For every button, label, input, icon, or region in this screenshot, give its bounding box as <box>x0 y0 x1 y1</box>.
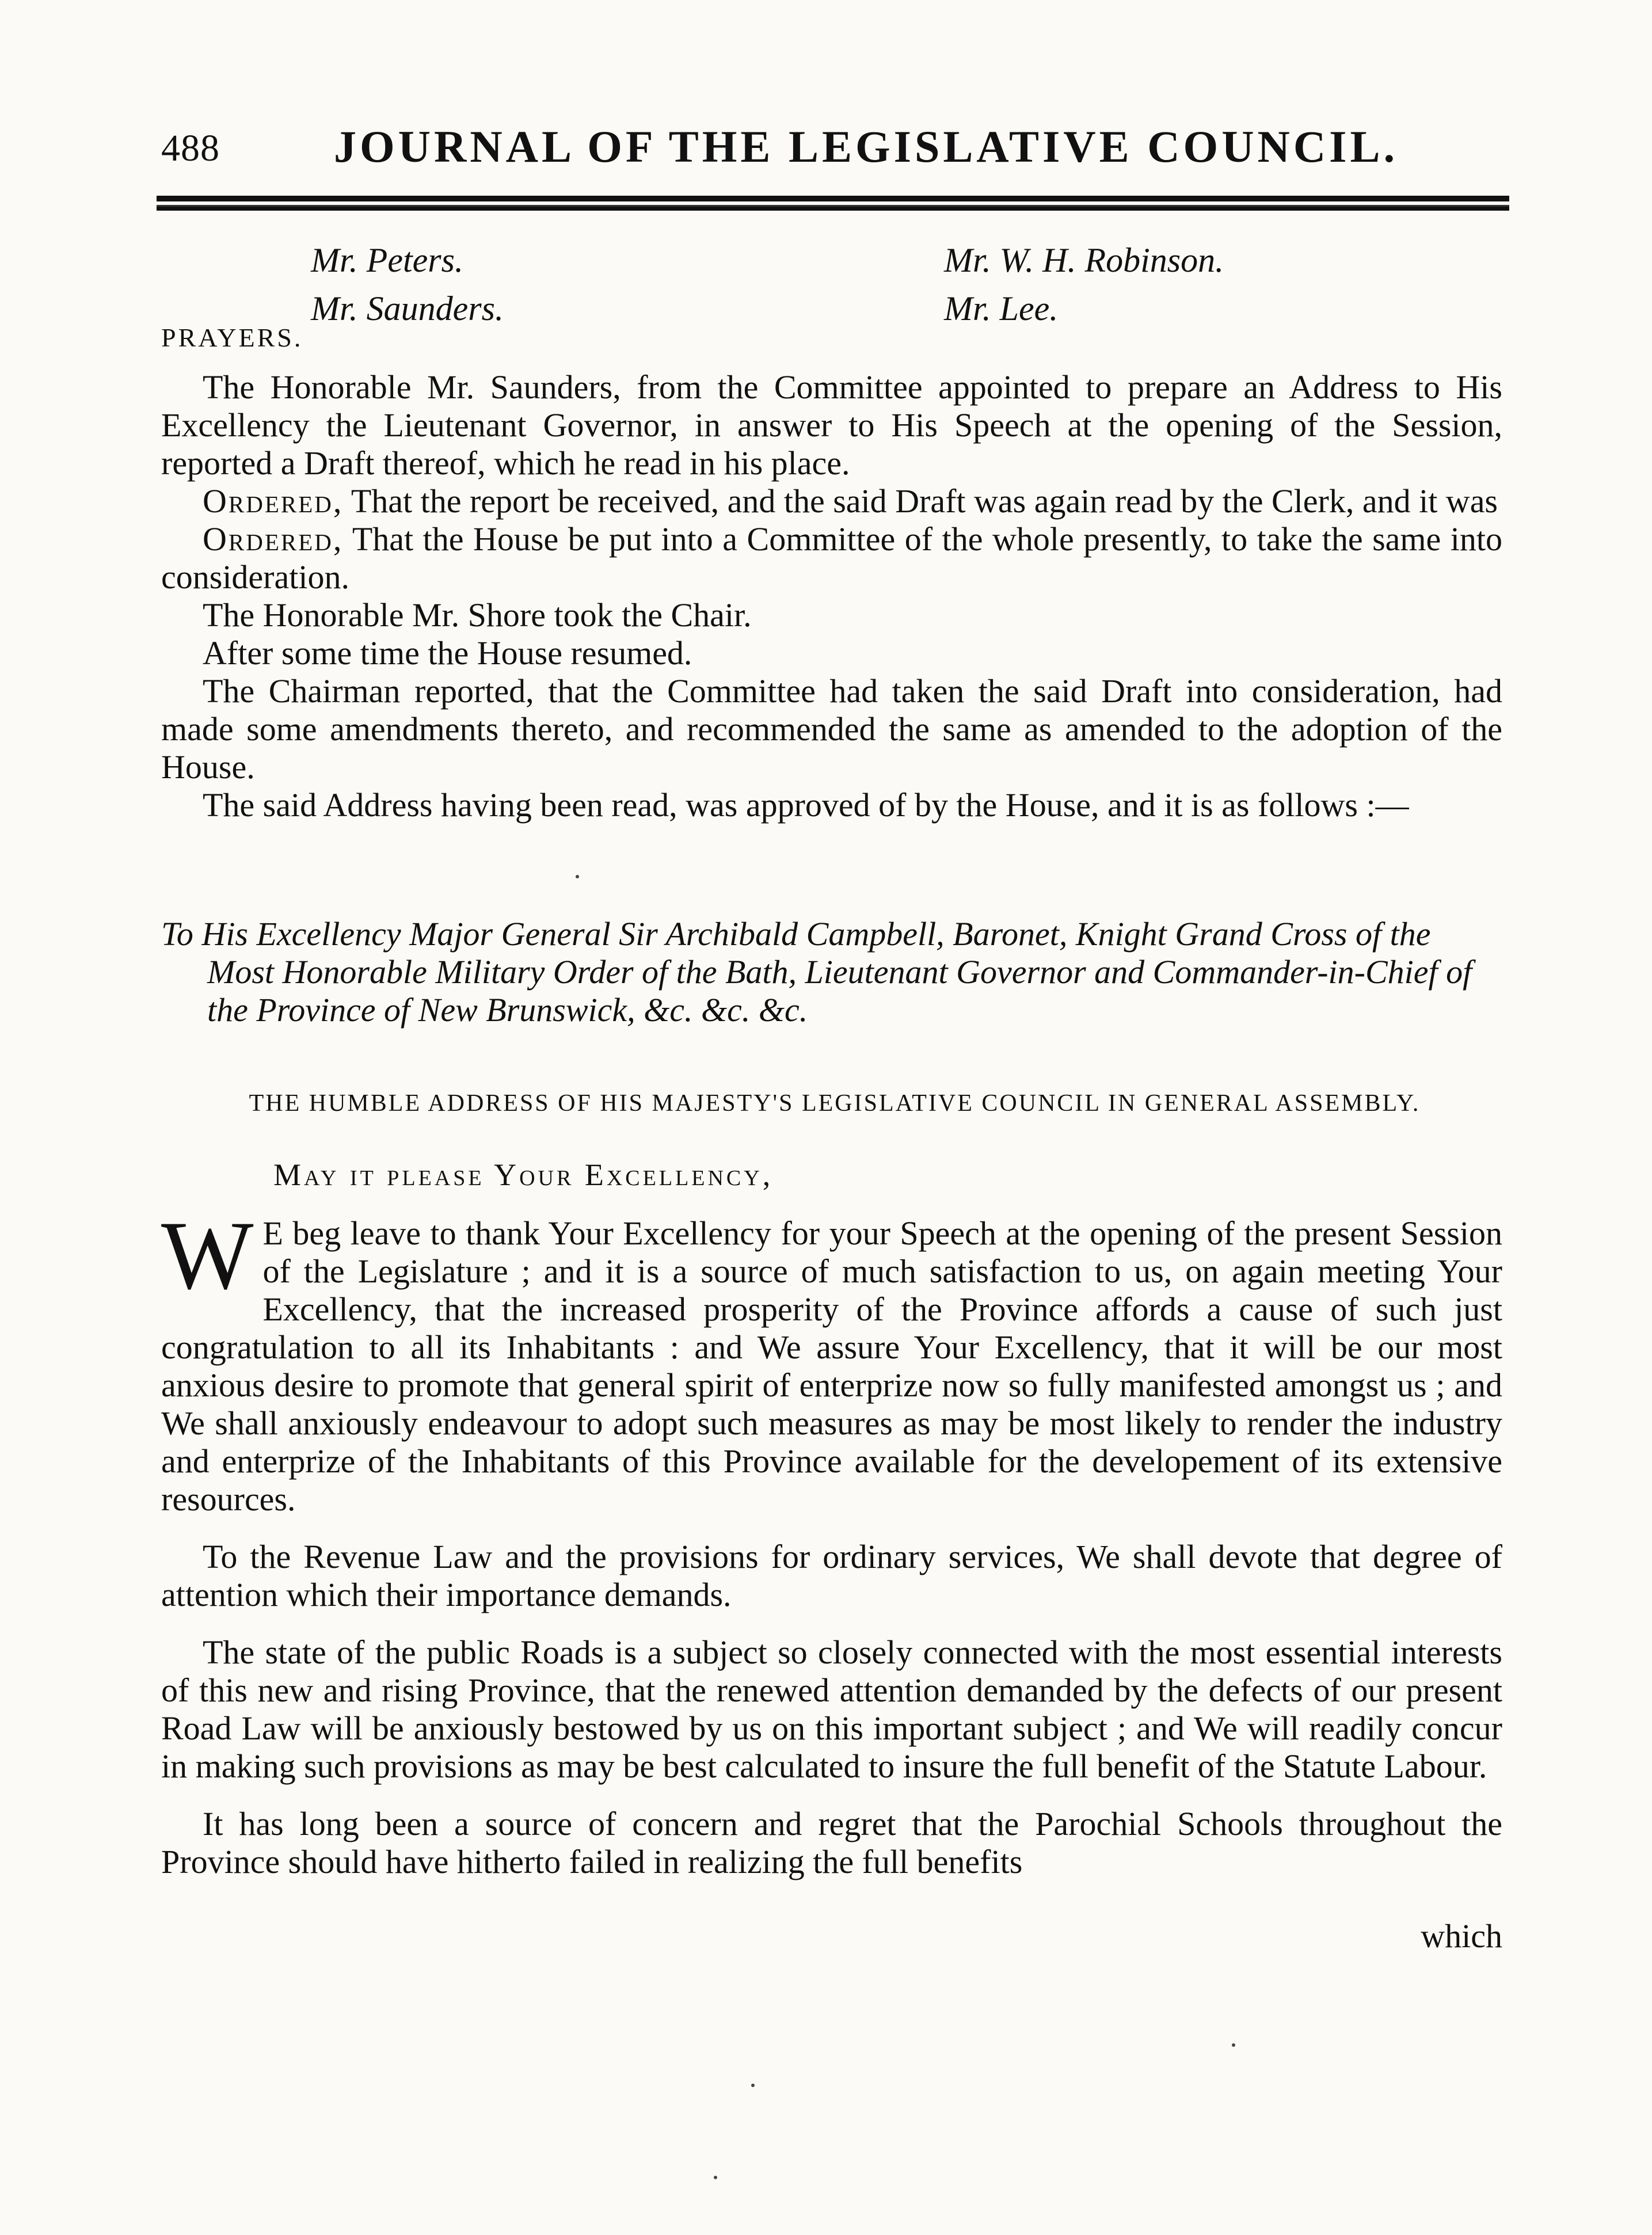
humble-address-title: THE HUMBLE ADDRESS OF HIS MAJESTY'S LEGISLATIVE COUNCIL IN GENERAL ASSEMBLY. <box>249 1090 1421 1117</box>
paragraph: The Chairman reported, that the Committee had taken the said Draft into consideration, had made some amendments thereto, and recommended the same as amended to the adoption of the House. <box>161 672 1502 786</box>
page-number: 488 <box>161 127 220 169</box>
address-heading-text: To His Excellency Major General Sir Archibald Campbell, Baronet, Knight Grand Cross of the Most Honorable Military Order of the Bath, Lieutenant Governor and Commander-in-Chief of the Province of New Brunswick, &c. &c. &c. <box>161 915 1472 1029</box>
paragraph <box>161 482 1502 520</box>
ink-speck <box>1232 2043 1235 2047</box>
paragraph: The said Address having been read, was approved of by the House, and it is as follows :— <box>203 786 1409 824</box>
member-name: Mr. W. H. Robinson. <box>944 241 1224 279</box>
ink-speck <box>576 875 579 878</box>
paragraph <box>161 1201 1502 1518</box>
ordered-lead: Ordered, <box>203 482 344 520</box>
running-title: JOURNAL OF THE LEGISLATIVE COUNCIL. <box>334 121 1399 172</box>
member-name: Mr. Lee. <box>944 290 1059 328</box>
member-name: Mr. Saunders. <box>311 290 504 328</box>
paragraph: The state of the public Roads is a subject so closely connected with the most essential interests of this new and rising Province, that the renewed attention demanded by the defects of our present Road Law will be anxiously bestowed by us on this important subject ; and We will readily concur in making such provisions as may be best calculated to insure the full benefit of the Statute Labour. <box>161 1634 1502 1785</box>
salutation: May it please Your Excellency, <box>273 1158 774 1192</box>
paragraph: It has long been a source of concern and regret that the Parochial Schools throughout the Province should have hitherto failed in realizing the full benefits <box>161 1805 1502 1880</box>
page-header <box>161 115 1502 184</box>
ink-speck <box>714 2176 717 2179</box>
catchword: which <box>1421 1917 1502 1955</box>
paragraph-text: That the report be received, and the said Draft was again read by the Clerk, and it was <box>343 482 1498 520</box>
header-rule <box>157 196 1509 211</box>
address-heading <box>161 915 1502 1029</box>
paragraph: The Honorable Mr. Shore took the Chair. <box>203 596 752 634</box>
drop-cap: W <box>161 1201 254 1309</box>
member-name: Mr. Peters. <box>311 241 463 279</box>
address-body <box>161 1201 1502 1901</box>
paragraph: To the Revenue Law and the provisions for ordinary services, We shall devote that degree of attention which their importance demands. <box>161 1538 1502 1613</box>
paragraph-text: That the House be put into a Committee of the whole presently, to take the same into consideration. <box>161 520 1502 596</box>
paragraph <box>161 520 1502 596</box>
paragraph: After some time the House resumed. <box>203 634 692 672</box>
prayers-heading: PRAYERS. <box>161 323 303 352</box>
ink-speck <box>751 2084 755 2087</box>
paragraph-text: E beg leave to thank Your Excellency for your Speech at the opening of the present Session of the Legislature ; and it is a source of much satisfaction to us, on again meeting Your Excellency, that the increased prosperity of the Province affords a cause of such just congratulation to all its Inhabitants : and We assure Your Excellency, that it will be our most anxious desire to promote that general spirit of enterprize now so fully manifested amongst us ; and We shall anxiously endeavour to adopt such measures as may be most likely to render the industry and enterprize of the Inhabitants of this Province available for the developement of its extensive resources. <box>161 1214 1502 1518</box>
members-right <box>944 236 1224 333</box>
ordered-lead: Ordered, <box>203 520 344 558</box>
paragraph: The Honorable Mr. Saunders, from the Committee appointed to prepare an Address to His Excellency the Lieutenant Governor, in answer to His Speech at the opening of the Session, reported a Draft thereof, which he read in his place. <box>161 368 1502 482</box>
members-left <box>311 236 504 333</box>
proceedings <box>161 368 1502 824</box>
